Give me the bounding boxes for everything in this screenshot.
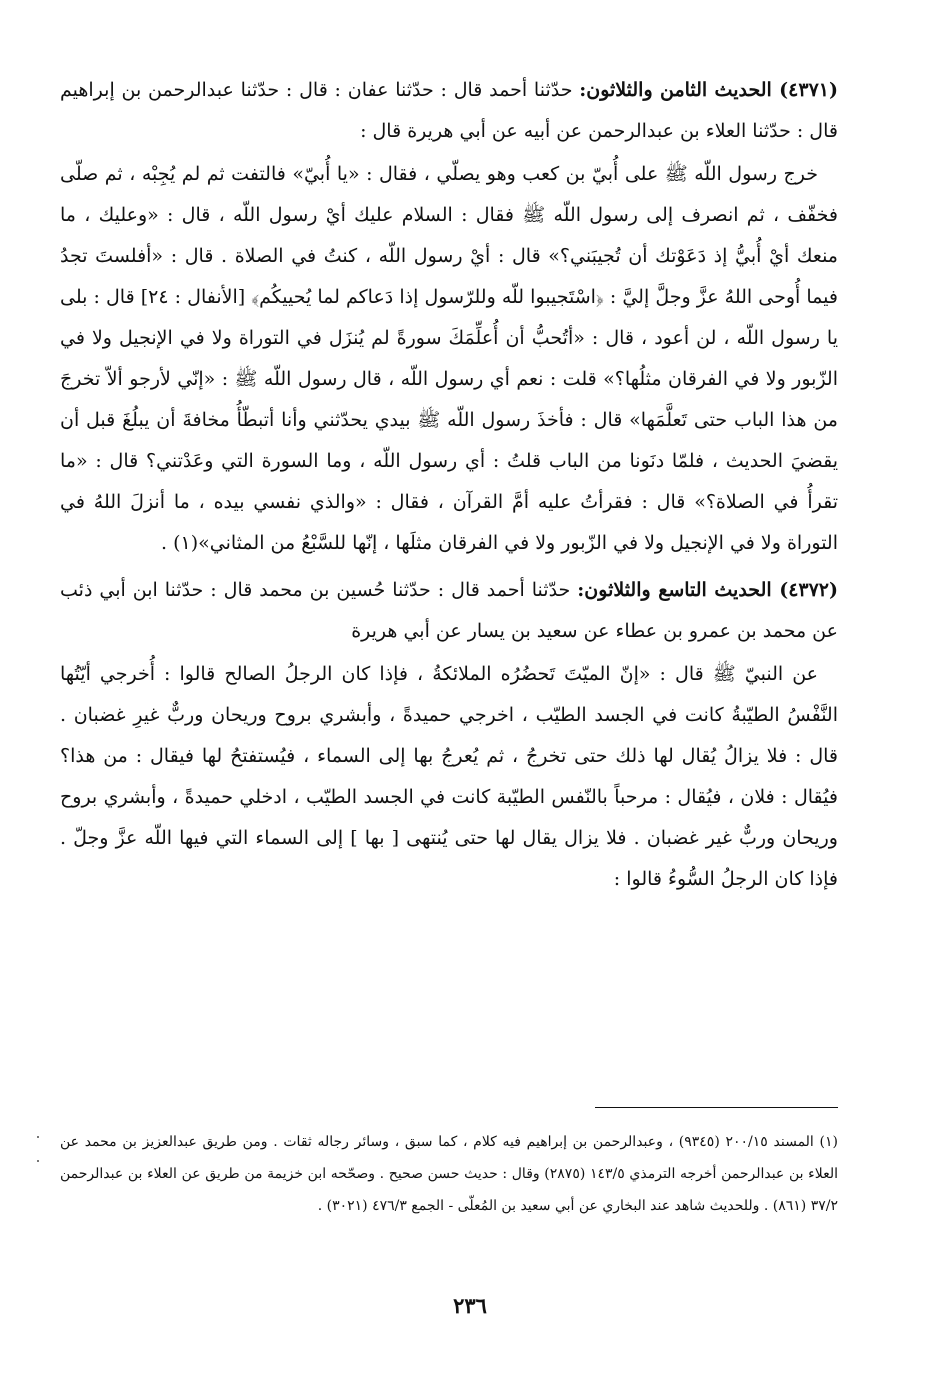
- hadith-4371-matn-text: خرج رسول اللّه ﷺ على أُبيّ بن كعب وهو يصلّي ، فقال : «يا أُبيّ» فالتفت ثم لم يُجِبْه ، ثم صلّى فخفّف ، ثم انصرف إلى رسول اللّه ﷺ فقال : السلام عليك أيْ رسول اللّه ، قال : «وعليك ، ما منعك أيْ أُبيُّ إذ دَعَوْتك أن تُجيبَني؟» قال : أيْ رسول اللّه ، كنتُ في الصلاة . قال : «أفلستَ تجدُ فيما أُوحى اللهُ عزَّ وجلَّ إليَّ : ﴿اسْتَجيبوا للّه وللرّسول إذا دَعاكم لما يُحييكُم﴾ [الأنفال : ٢٤] قال : بلى يا رسول اللّه ، لن أعود ، قال : «أتُحبُّ أن أُعلِّمَكَ سورةً لم يُنزَل في التوراة ولا في الإنجيل ولا في الزّبور ولا في الفرقان مثلُها؟» قلت : نعم أي رسول اللّه ، قال رسول اللّه ﷺ : «إنّي لأرجو ألاّ تخرجَ من هذا الباب حتى تَعلَّمَها» قال : فأخذَ رسول اللّه ﷺ بيدي يحدّثني وأنا أتبطّأُ مخافةَ أن يبلُغَ قبل أن يقضيَ الحديث ، فلمّا دنَونا من الباب قلتُ : أي رسول اللّه ، وما السورة التي وعَدْتني؟ قال : «ما تقرأُ في الصلاة؟» قال : فقرأتُ عليه أمَّ القرآن ، فقال : «والذي نفسي بيده ، ما أنزلَ اللهُ في التوراة ولا في الإنجيل ولا في الزّبور ولا في الفرقان مثلَها ، إنّها للسَّبْعُ من المثاني»(١) .: [60, 163, 838, 554]
- hadith-4371-heading: (٤٣٧١) الحديث الثامن والثلاثون:: [579, 79, 838, 101]
- hadith-4372-isnad: [60, 570, 838, 652]
- hadith-4371-isnad-text: حدّثنا أحمد قال : حدّثنا عفان : قال : حدّثنا عبدالرحمن بن إبراهيم قال : حدّثنا العلاء بن عبدالرحمن عن أبيه عن أبي هريرة قال :: [60, 79, 838, 142]
- hadith-4372-matn: [60, 654, 838, 900]
- hadith-4372-isnad-text: حدّثنا أحمد قال : حدّثنا حُسين بن محمد قال : حدّثنا ابن أبي ذئب عن محمد بن عمرو بن عطاء عن سعيد بن يسار عن أبي هريرة: [60, 579, 838, 642]
- scan-speck: [37, 1136, 39, 1138]
- footnote-1: (١) المسند ٢٠٠/١٥ (٩٣٤٥) ، وعبدالرحمن بن إبراهيم فيه كلام ، كما سبق ، وسائر رجاله ثقات . ومن طريق عبدالعزيز بن محمد عن العلاء بن عبدالرحمن أخرجه الترمذي ١٤٣/٥ (٢٨٧٥) وقال : حديث حسن صحيح . وصحّحه ابن خزيمة من طريق عن العلاء بن عبدالرحمن ٣٧/٢ (٨٦١) . وللحديث شاهد عند البخاري عن أبي سعيد بن المُعلّى - الجمع ٤٧٦/٣ (٣٠٢١) .: [60, 1134, 838, 1214]
- hadith-4372-matn-text: عن النبيّ ﷺ قال : «إنّ الميّتَ تَحضُرُه الملائكةُ ، فإذا كان الرجلُ الصالح قالوا : أُخرجي أيّتُها النَّفْسُ الطيّبةُ كانت في الجسد الطيّب ، اخرجي حميدةً ، وأبشري بروح وريحان وربٌّ غيرِ غضبان . قال : فلا يزالُ يُقال لها ذلك حتى تخرجُ ، ثم يُعرجُ بها إلى السماء ، فيُستفتحُ لها فيقال : من هذا؟ فيُقال : فلان ، فيُقال : مرحباً بالنّفس الطيّبة كانت في الجسد الطيّب ، ادخلي حميدةً ، وأبشري بروح وريحان وربٌّ غير غضبان . فلا يزال يقال لها حتى يُنتهى [ بها ] إلى السماء التي فيها اللّه عزَّ وجلّ . فإذا كان الرجلُ السُّوءُ قالوا :: [60, 663, 838, 890]
- footnote-divider: [595, 1107, 838, 1108]
- hadith-4372-heading: (٤٣٧٢) الحديث التاسع والثلاثون:: [577, 579, 839, 601]
- hadith-4371-isnad: [60, 70, 838, 152]
- footnotes: [60, 1126, 838, 1222]
- scan-speck: [37, 1160, 39, 1162]
- page-body: [60, 70, 838, 906]
- page-number: ٢٣٦: [453, 1293, 487, 1318]
- hadith-4371-matn: [60, 154, 838, 564]
